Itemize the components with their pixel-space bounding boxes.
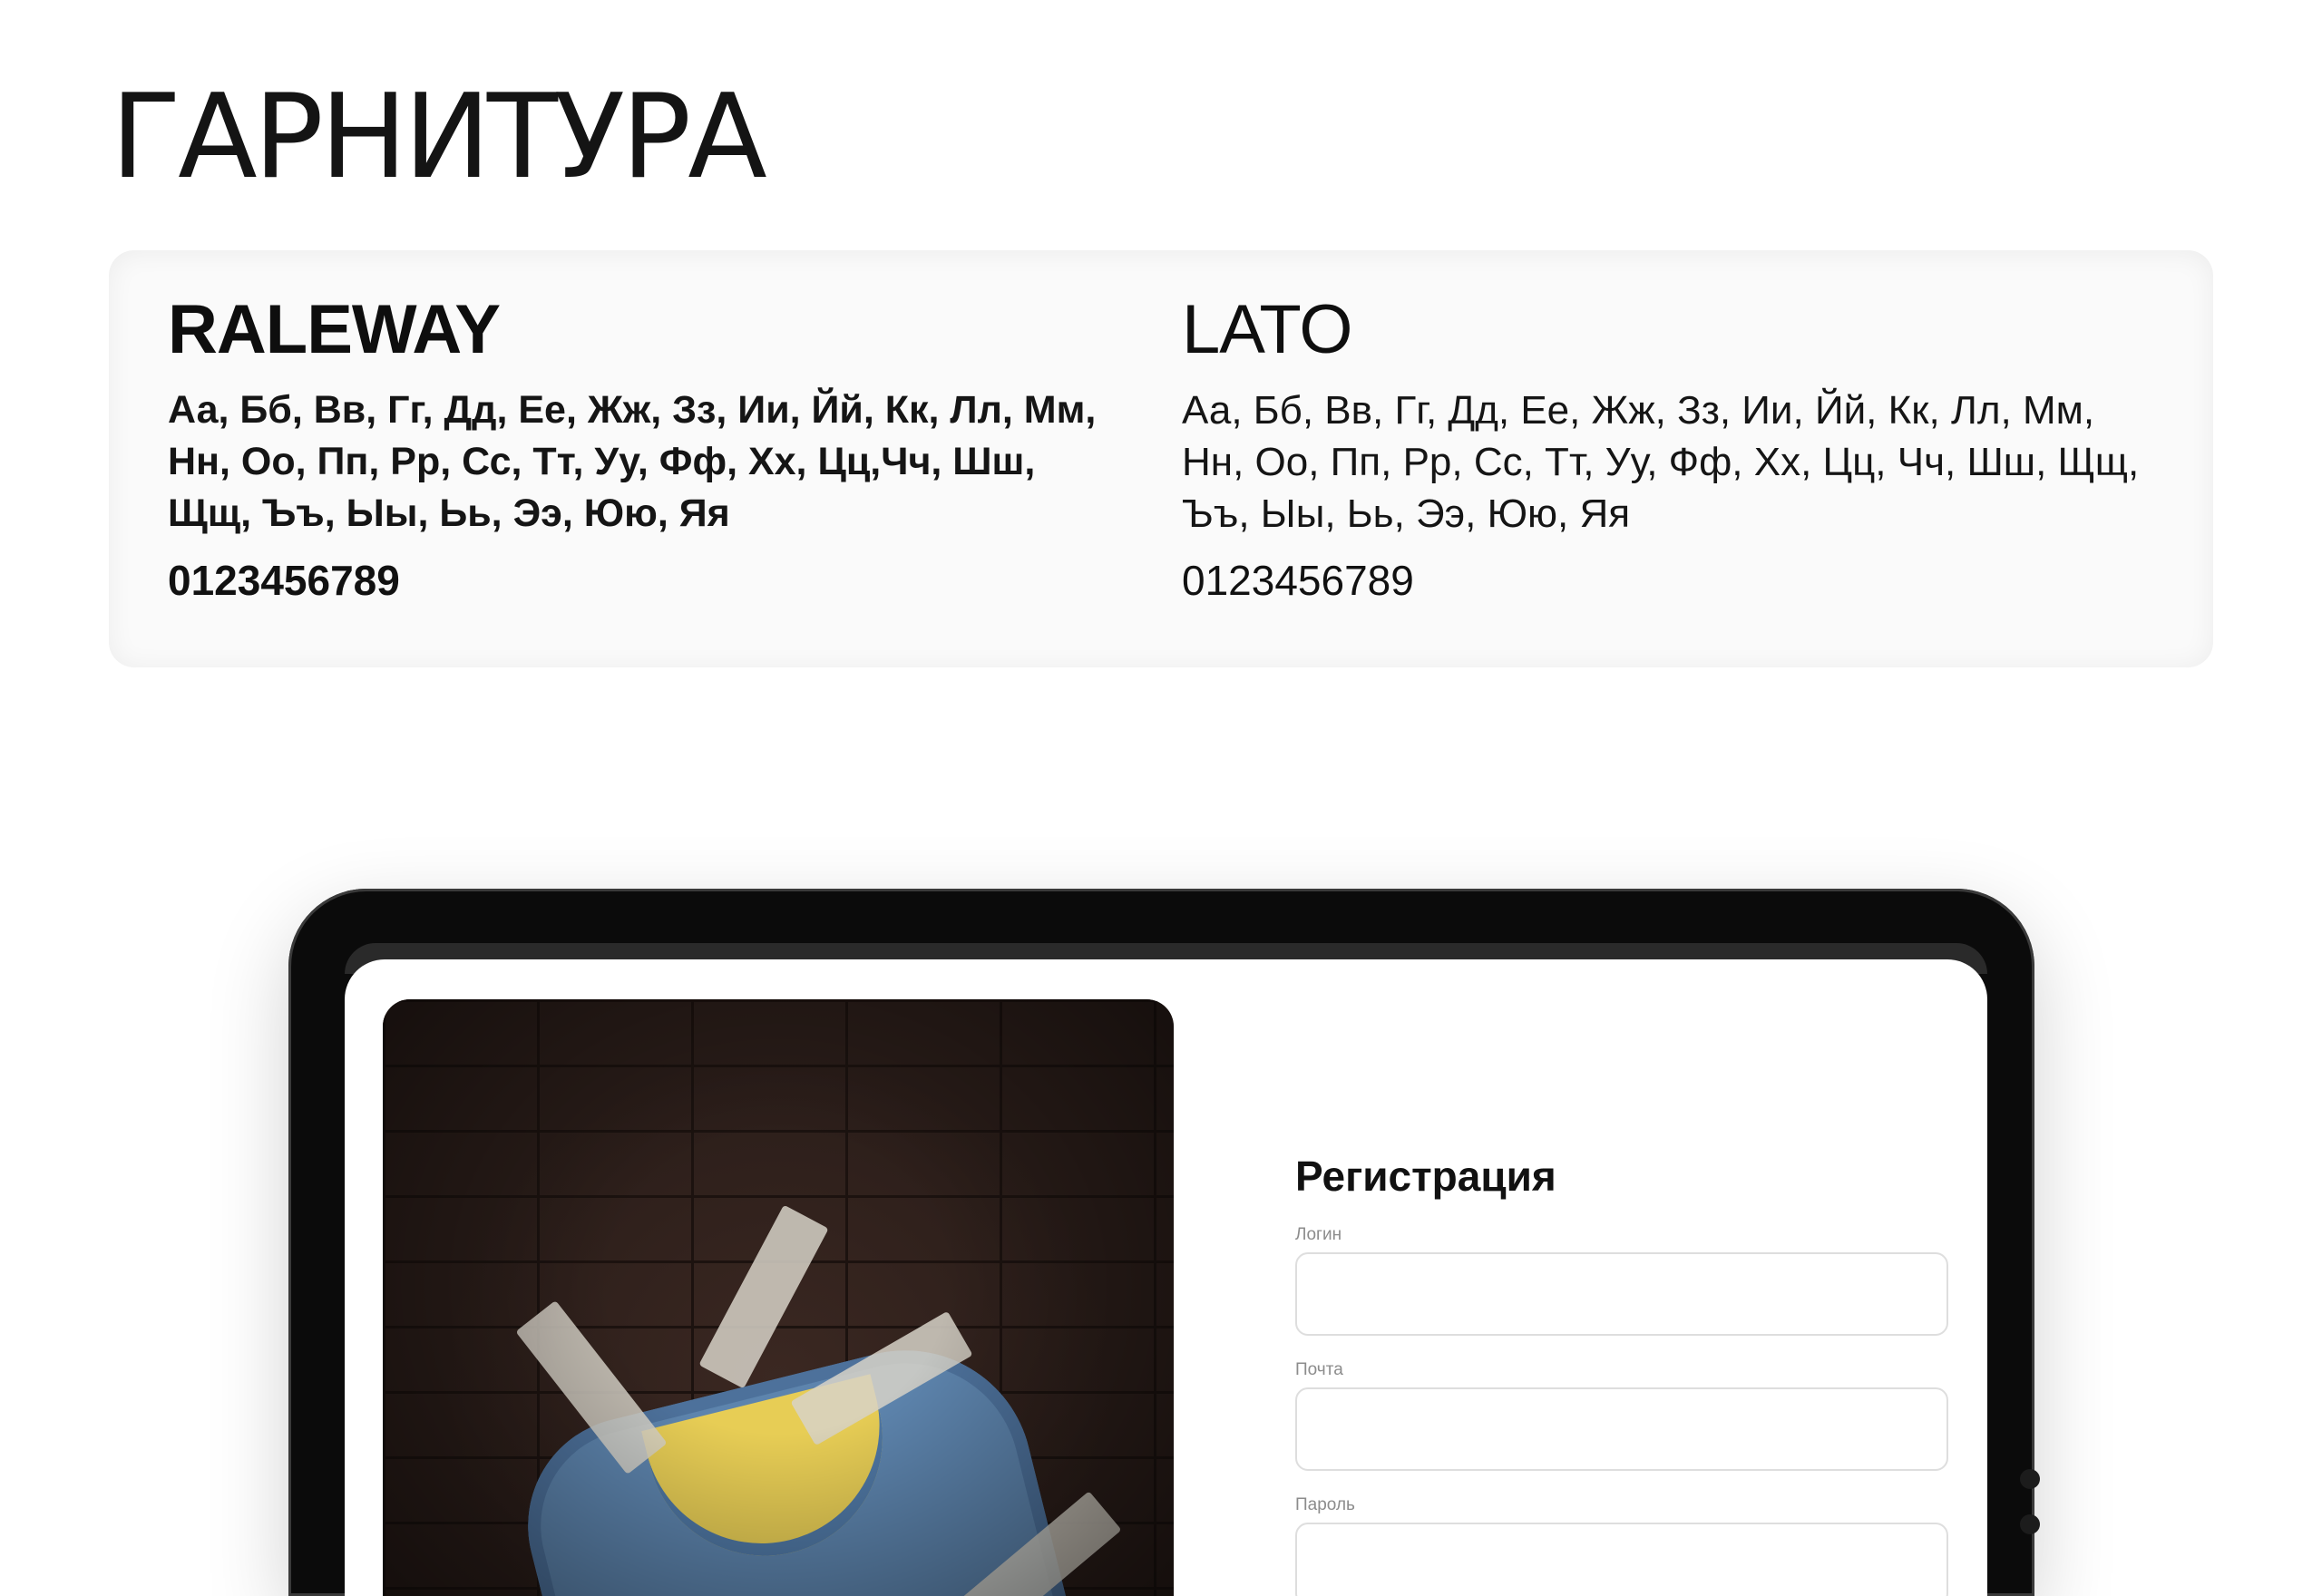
tablet-mockup: [288, 889, 2034, 1596]
tablet-screen: [345, 959, 1987, 1596]
font-digits: 0123456789: [1182, 557, 1414, 604]
font-name: RALEWAY: [168, 291, 501, 368]
photo-vignette: [383, 999, 1174, 1596]
font-sample-lato: [1182, 291, 2143, 604]
page-title: ГАРНИТУРА: [111, 70, 764, 205]
registration-form: [1295, 1155, 1952, 1596]
camera-dot-icon: [2020, 1469, 2040, 1489]
login-label: Логин: [1295, 1225, 1342, 1244]
font-alphabet: Аа, Бб, Вв, Гг, Дд, Ее, Жж, Зз, Ии, Йй, Кк, Лл, Мм, Нн, Оо, Пп, Рр, Сс, Тт, Уу, Фф, Хх, Цц, Чч, Шш, Щщ, Ъъ, Ыы, Ьь, Ээ, Юю, Яя: [1182, 388, 2140, 536]
password-label: Пароль: [1295, 1495, 1355, 1514]
registration-title: Регистрация: [1295, 1153, 1556, 1200]
typeface-card: [109, 250, 2213, 667]
font-name: LATO: [1182, 291, 1352, 368]
font-digits: 0123456789: [168, 557, 400, 604]
font-sample-raleway: [168, 291, 1111, 604]
email-input[interactable]: [1295, 1387, 1948, 1471]
password-input[interactable]: [1295, 1523, 1948, 1596]
email-label: Почта: [1295, 1360, 1343, 1379]
login-input[interactable]: [1295, 1252, 1948, 1336]
font-alphabet: Аа, Бб, Вв, Гг, Дд, Ее, Жж, Зз, Ии, Йй, Кк, Лл, Мм, Нн, Оо, Пп, Рр, Сс, Тт, Уу, Фф, Хх, Цц,Чч, Шш, Щщ, Ъъ, Ыы, Ьь, Ээ, Юю, Яя: [168, 388, 1097, 535]
hero-photo: [383, 999, 1174, 1596]
camera-dot-icon: [2020, 1514, 2040, 1534]
